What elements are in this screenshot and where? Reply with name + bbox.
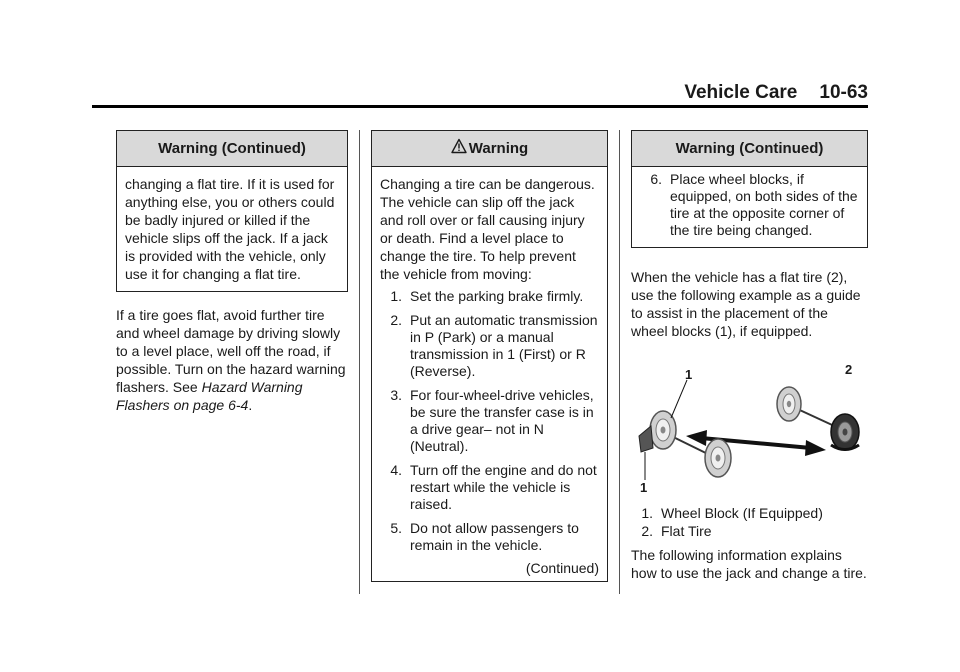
step-text: Turn off the engine and do not restart while the vehicle is raised. [410,462,597,512]
step-text: Set the parking brake firmly. [410,288,584,304]
paragraph-end: . [248,397,253,413]
closing-paragraph: The following information explains how to use the jack and change a tire. [631,547,867,581]
step-number: 3. [390,387,402,403]
list-item [380,462,599,513]
step-text: Do not allow passengers to remain in the vehicle. [410,520,579,553]
warning-box-title: Warning [468,140,529,157]
warning-box-continued [631,130,868,248]
step-list [380,288,599,554]
warning-box-text: changing a flat tire. If it is used for anything else, you or others could be badly injured or killed if the vehicle slips off the jack. If a jack is provided with the vehicle, only use it for changing a flat tire. [125,176,335,282]
page-number: 10-63 [819,82,868,103]
warning-box-title: Warning (Continued) [632,131,867,167]
header-text [684,82,868,104]
cross-reference-link[interactable]: Hazard Warning Flashers on page 6-4 [116,379,303,413]
wheel-block-diagram [631,362,868,500]
wheel-diagram-illustration [631,370,868,500]
legend-text: Flat Tire [661,523,712,539]
step-number: 4. [390,462,402,478]
warning-box-body [632,167,867,247]
column-2 [371,130,608,582]
list-item [631,522,868,540]
list-item [640,171,859,239]
column-divider [359,130,360,594]
list-item [380,312,599,380]
list-item [631,504,868,522]
list-item [380,520,599,554]
paragraph-text: If a tire goes flat, avoid further tire and wheel damage by driving slowly to a level place, well off the road, if possible. Turn on the hazard warning flashers. See [116,307,346,395]
warning-intro: Changing a tire can be dangerous. The vehicle can slip off the jack and roll over or fall causing injury or death. Find a level place to change the tire. To help prevent the vehicle from moving: [380,176,595,282]
continued-label: (Continued) [525,560,599,576]
wheel-block-paragraph: When the vehicle has a flat tire (2), use the following example as a guide to assist in the placement of the wheel blocks (1), if equipped. [631,269,861,339]
legend-text: Wheel Block (If Equipped) [661,505,823,521]
warning-box-continued [116,130,348,292]
step-text: For four-wheel-drive vehicles, be sure the transfer case is in a drive gear– not in N (Neutral). [410,387,594,454]
warning-box [371,130,608,582]
column-1 [116,130,348,414]
step-number: 1. [390,288,402,304]
figure-legend [631,504,868,540]
step-number: 6. [650,171,662,187]
warning-box-title-row [372,131,607,167]
step-number: 2. [390,312,402,328]
step-text: Place wheel blocks, if equipped, on both sides of the tire at the opposite corner of the tire being changed. [670,171,858,238]
label-wheel-block: 1 [640,480,648,495]
warning-box-body [372,167,607,581]
section-title: Vehicle Care [684,82,798,103]
step-text: Put an automatic transmission in P (Park) or a manual transmission in 1 (First) or R (Reverse). [410,312,598,379]
flat-tire-paragraph [116,306,348,414]
warning-triangle-icon [451,138,467,159]
page-header [92,80,868,106]
warning-box-title: Warning (Continued) [117,131,347,167]
list-item [380,288,599,305]
label-flat-tire: 2 [845,362,853,377]
list-item [380,387,599,455]
column-divider [619,130,620,594]
header-rule [92,105,868,108]
step-number: 5. [390,520,402,536]
legend-number: 2. [641,523,653,539]
step-list [640,171,859,239]
column-3 [631,130,868,582]
legend-number: 1. [641,505,653,521]
label-wheel-block: 1 [685,367,693,382]
